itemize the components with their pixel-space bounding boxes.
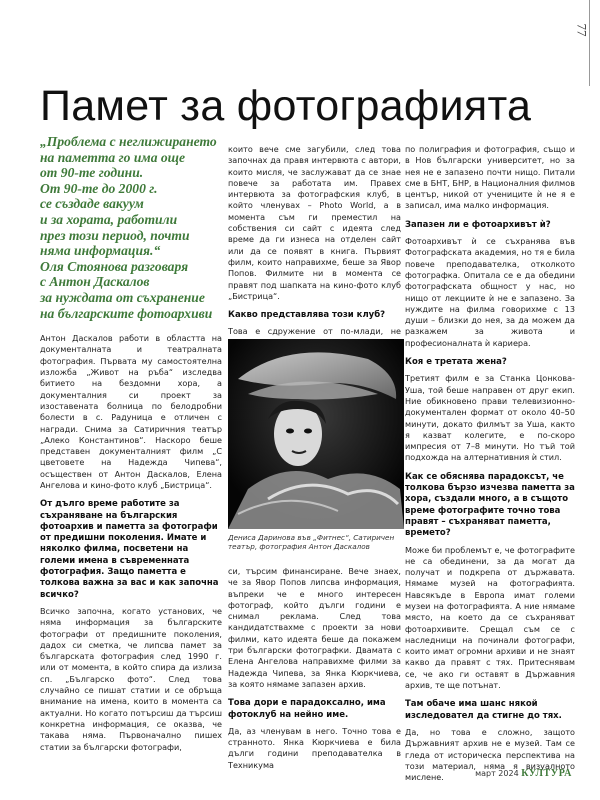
lead-line: за нуждата от съхранение <box>40 289 205 305</box>
lead-line: и за хората, работили <box>40 211 178 227</box>
column-3 <box>405 144 575 783</box>
article-title: Памет за фотографията <box>40 82 532 130</box>
question: Как се обяснява парадоксът, че толкова бързо изчезва паметта за хора, създали много, а в същото време фотографите точно това правят – съхраняват паметта, времето? <box>405 471 575 539</box>
body-paragraph: които вече сме загубили, след това започнах да правя интервюта с автори, които мисля, че заслужават да се знае повече за работата им. Правех интервюта за фотографския клуб, в който членувах – Photo World, а в момента съм ги преместил на собствения си сайт с идеята след време да ги изнеса на отделен сайт или да се появят в книга. Първият филм, които направихме, беше за Явор Попов. Филмите ни в момента се правят под шапката на кино-фото клуб „Бистрица“. <box>228 144 401 301</box>
answer-paragraph: Третият филм е за Станка Цонкова-Уша, той беше направен от друг екип. Ние обикновено прави телевизионно-документален формат от около 40–50 минути, докато филмът за Уша, както я казват колегите, е по-скоро импресия от 7–8 минути. Но тъй той подхожда на алтернативния ѝ стил. <box>405 373 575 463</box>
magazine-brand: КУЛТУРА <box>521 768 572 779</box>
lead-line: на паметта го има още <box>40 149 186 165</box>
lead-quote <box>40 134 222 321</box>
answer-paragraph: Всичко започна, когато установих, че няма информация за българските фотографи от предишните поколения, дадох си сметка, че липсва памет за българската фотография след 1990 г. или от момента, в който спира да излиза сп. „Българско фото“. След това случайно се пишат статии и се обръща внимание на имена, които в момента са актуални. Но когато потърсиш да търсиш конкретна информация, се оказва, че такава няма. Първоначално пишех статии за български фотографи, <box>40 605 222 752</box>
lead-line: от 90-те години. <box>40 165 144 181</box>
question: Там обаче има шанс някой изследовател да стигне до тях. <box>405 699 562 721</box>
page-number: 77 <box>574 23 590 37</box>
lead-line: с Антон Даскалов <box>40 274 150 290</box>
answer-paragraph: Да, но това е сложно, защото Държавният архив не е музей. Там се гледа от историческа перспектива на този материал, няма я визуалното мислене. <box>405 726 575 783</box>
question: Коя е третата жена? <box>405 357 507 368</box>
answer-paragraph: Фотоархивът ѝ се съхранява във Фотографската академия, но тя е била повече преподавателка, отколкото фотографка. Опитала се е да обедини фотографската общност у нас, но нищо от лекциите ѝ не е запазено. За нуждите на филма говорихме с 13 души – близки до нея, за да можем да разкажем за живота и професионалната ѝ кариера. <box>405 236 575 348</box>
lead-line: през този период, почти <box>40 227 190 243</box>
column-2-continued <box>228 566 401 771</box>
question: Това дори е парадоксално, има фотоклуб на нейно име. <box>228 698 386 720</box>
issue-date: март 2024 <box>475 769 519 778</box>
lead-line: От 90-те до 2000 г. <box>40 180 158 196</box>
lead-line: Оля Стоянова разговаря <box>40 258 189 274</box>
body-paragraph: по полиграфия и фотография, също и в Нов български университет, но за нея не е запазено почти нищо. Питали сме в БНТ, БНР, в Националния филмов център, никой от учениците ѝ не я е записал, има малко информация. <box>405 144 575 211</box>
lead-line: се създаде вакуум <box>40 196 144 212</box>
answer-paragraph: Може би проблемът е, че фотографите не са обединени, за да могат да получат и подкрепа от държавата. Нямаме музей на фотографията. Навсякъде в Европа имат големи музеи на фотографията. А ние нямаме място, на което да се съхраняват фотоархивите. Срещал съм се с наследници на починали фотографи, които имат огромни архиви и не знаят какво да правят с тях. Притеснявам се, че ако ги оставят в Държавния архив, те ще потънат. <box>405 544 575 691</box>
photo-artwork <box>228 339 404 529</box>
photo-caption: Дениса Даринова във „Фитнес“, Сатиричен театър, фотография Антон Даскалов <box>228 533 395 552</box>
page-footer <box>475 768 572 779</box>
intro-paragraph: Антон Даскалов работи в областта на документалната и театралната фотография. Първата му самостоятелна изложба „Живот на ръба“ изследва битието на бездомни хора, а документалния си проект за изоставената болница по белодробни болести в с. Радуница е отличен с награди. Снима за Сатиричния театър „Алеко Константинов“. Наскоро беше представен документалният филм „С цветовете на Надежда Чипева“, осъществен от Антон Даскалов, Елена Ангелова и кино-фото клуб „Бистрица“. <box>40 333 222 490</box>
answer-paragraph: Да, аз членувам в него. Точно това е странното. Янка Кюркчиева е била дълги години преподавателка в Техникума <box>228 725 401 770</box>
column-1 <box>40 134 222 753</box>
column-2 <box>228 144 401 372</box>
question: От дълго време работите за съхраняване на българския фотоархив и паметта за фотографи от предишни поколения. Имате и няколко филма, посветени на големи имена в съвременната фотография. Защо паметта е толкова важна за вас и как започна всичко? <box>40 499 219 600</box>
answer-paragraph: Това е сдружение от по-млади, не <box>228 326 401 337</box>
lead-line: на българските фотоархиви <box>40 305 213 321</box>
margin-rule <box>589 0 590 86</box>
question: Запазен ли е фотоархивът ѝ? <box>405 219 551 230</box>
body-paragraph: си, търсим финансиране. Вече знаех, че за Явор Попов липсва информация, въпреки че е много интересен фотограф, който дълги години е снимал реклама. След това кандидатствахме с проекти за нови филми, като идеята беше да покажем три български фотографки. Двамата с Елена Ангелова направихме филми за Надежда Чипева, за Янка Кюркчиева, за която нямаме запазен архив. <box>228 566 401 689</box>
question: Какво представлява този клуб? <box>228 310 386 321</box>
lead-line: няма информация.“ <box>40 243 161 259</box>
lead-line: „Проблема с неглижирането <box>40 134 217 149</box>
article-photo <box>228 339 404 529</box>
